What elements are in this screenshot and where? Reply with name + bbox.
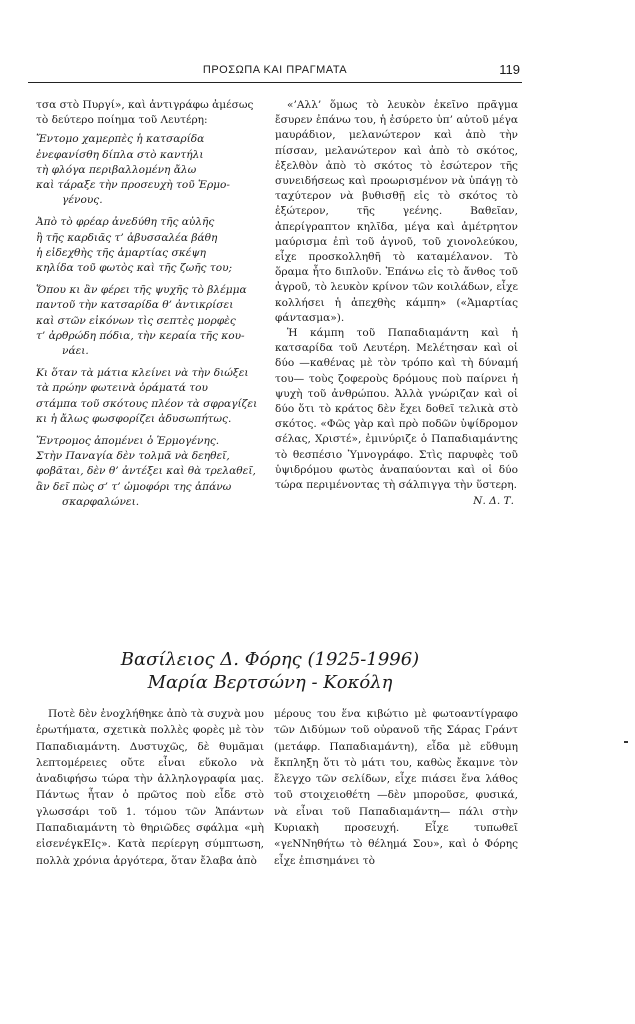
poem-stanza — [36, 132, 264, 208]
poem-stanza — [36, 366, 264, 427]
poem-line: γένους. — [62, 194, 103, 207]
poem-line: Ὅπου κι ἂν φέρει τῆς ψυχῆς τὸ βλέμμα — [36, 284, 247, 297]
poem-line: Στὴν Παναγία δὲν τολμᾶ νὰ δεηθεῖ, — [36, 450, 230, 463]
section-title-name: Βασίλειος Δ. Φόρης (1925-1996) — [120, 649, 420, 670]
left-column-top — [36, 98, 264, 517]
poem-stanza — [36, 283, 264, 359]
poem-line: νάει. — [62, 345, 89, 358]
running-header-title: ΠΡΟΣΩΠΑ ΚΑΙ ΠΡΑΓΜΑΤΑ — [202, 64, 348, 76]
poem-line: καὶ τάραξε τὴν προσευχὴ τοῦ Ἑρμο- — [36, 179, 231, 192]
right-column-top — [275, 98, 518, 509]
intro-paragraph — [36, 98, 264, 128]
poem-line: τ’ ἀρθρώδη πόδια, τὴν κεραία τῆς κου- — [36, 329, 245, 342]
intro-line: τσα στὸ Πυργί», καὶ ἀντιγράφω ἀμέσως — [36, 99, 254, 111]
poem-line: παντοῦ τὴν κατσαρίδα θ’ ἀντικρίσει — [36, 299, 234, 312]
left-column-bottom — [36, 706, 264, 869]
poem-line: Ἔντομο χαμερπὲς ἡ κατσαρίδα — [36, 133, 205, 146]
author-signature: Ν. Δ. Τ. — [473, 495, 514, 508]
poem-stanza — [36, 215, 264, 276]
body-paragraph: μέρους του ἕνα κιβώτιο μὲ φωτοαντίγραφο τῶν Διδύμων τοῦ οὐρανοῦ τῆς Σάρας Γράντ (μετάφρ. Παπαδιαμάντη), εἶδα μὲ εὔθυμη ἔκπληξη ὅτι τὸ μάτι του, καθὼς ἔκαμνε τὸν ἔλεγχο τῶν σελίδων, εἶχε πιάσει ἕνα λάθος τοῦ στοιχειοθέτη —δὲν μποροῦσε, φυσικά, νὰ εἶναι τοῦ Παπαδιαμάντη— πάλι στὴν Κυριακὴ προσευχή. Εἶχε τυπωθεῖ «γεΝΝηθήτω τὸ θέλημά Σου», καὶ ὁ Φόρης εἶχε ἐπισημάνει τὸ — [274, 708, 518, 867]
poem-line: σκαρφαλώνει. — [62, 495, 140, 508]
intro-line: τὸ δεύτερο ποίημα τοῦ Λευτέρη: — [36, 114, 208, 127]
quote-paragraph: «’Αλλ’ ὅμως τὸ λευκὸν ἐκεῖνο πρᾶγμα ἔσυρεν ἐπάνω του, ἡ ἐσύρετο ὑπ’ αὐτοῦ μέγα μαυράδιον, μελανώτερον καὶ ἀπὸ τὴν πίσσαν, μελανώτερον καὶ ἀπὸ τὸ σκότος, ἐξελθὸν ἀπὸ τὸ σκότος τὸ ἐσώτερον τῆς συνειδήσεως καὶ προωρισμένον νὰ ὑπάγῃ τὸ ταχύτερον νὰ βυθισθῇ εἰς τὸ σκότος τὸ ἐξώτερον, τῆς γεένης. Βαθεῖαν, ἀπερίγραπτον κηλῖδα, μέγα καὶ ἀμέτρητον μαύρισμα ἐπὶ τοῦ ἁγνοῦ, τοῦ χιονολεύκου, εἶχε προσκολληθῆ τὸ καταμέλανον. Τὸ ὅραμα ἦτο διπλοῦν. Ἐπάνω εἰς τὸ ἄνθος τοῦ ἀγροῦ, τὸ λευκὸν κρίνον τῶν κοιλάδων, εἶχε κολλήσει ἡ ἀπεχθὴς κάμπη» («Ἁμαρτίας φάντασμα»). — [275, 99, 518, 324]
poem-line: κι ἡ ἄλως φωσφορίζει ἀδυσωπήτως. — [36, 412, 232, 425]
poem-line: τὰ πρώην φωτεινὰ ὁράματά του — [36, 382, 208, 395]
poem-stanza — [36, 434, 264, 510]
page-number: 119 — [499, 62, 520, 77]
commentary-paragraph: Ἡ κάμπη τοῦ Παπαδιαμάντη καὶ ἡ κατσαρίδα τοῦ Λευτέρη. Μελέτησαν καὶ οἱ δύο —καθένας μὲ τὸν τρόπο καὶ τὴ δύναμή του— τοὺς ζοφεροὺς δρόμους ποὺ παίρνει ἡ ψυχὴ τοῦ ἀνθρώπου. Ἀλλὰ γνώριζαν καὶ οἱ δύο ὅτι τὸ κράτος δὲν ἔχει δοθεῖ τελικὰ στὸ σκότος. «Φῶς γὰρ καὶ πρὸ ποδῶν ὑψίδρομον σέλας, Χριστέ», ἐμινύριζε ὁ Παπαδιαμάντης τὸ θεσπέσιο Ὑμνογράφο. Στὶς παρυφὲς τοῦ ὑψιδρόμου φωτὸς ἀναπαύονται καὶ οἱ δύο τώρα περιμένοντας τὴ σάλπιγγα τὴν ὕστερη. — [275, 327, 518, 492]
poem-line: Ἀπὸ τὸ φρέαρ ἀνεδύθη τῆς αὐλῆς — [36, 216, 215, 229]
poem-line: ἐνεφανίσθη δίπλα στὸ καντήλι — [36, 148, 204, 161]
body-paragraph: Ποτὲ δὲν ἐνοχλήθηκε ἀπὸ τὰ συχνὰ μου ἐρωτήματα, σχετικὰ πολλὲς φορὲς μὲ τὸν Παπαδιαμάντη. Δυστυχῶς, δὲ θυμᾶμαι λεπτομέρειες οὔτε εἶναι εὔκολο νὰ ἀναδιφήσω τώρα τὴν ἀλληλογραφία μας. Πάντως ἦταν ὁ πρῶτος ποὺ εἶδε στὸ γλωσσάρι τοῦ 1. τόμου τῶν Ἁπάντων Παπαδιαμάντη τὸ θηριῶδες σφάλμα «μὴ εἰσενέγκΕΙς». Κατὰ περίεργη σύμπτωση, πολλὰ χρόνια ἀργότερα, ὅταν ἔλαβα ἀπὸ — [36, 708, 264, 867]
poem-line: στάμπα τοῦ σκότους πλέον τὰ σφραγίζει — [36, 397, 258, 410]
poem-line: φοβᾶται, δὲν θ’ ἀντέξει καὶ θὰ τρελαθεῖ, — [36, 465, 256, 478]
running-header — [28, 62, 522, 83]
poem-line: ἡ εἰδεχθὴς τῆς ἁμαρτίας σκέψη — [36, 246, 206, 259]
section-heading — [0, 648, 540, 694]
poem-line: Ἔντρομος ἀπομένει ὁ Ἑρμογένης. — [36, 435, 220, 448]
section-title-author: Μαρία Βερτσώνη - Κοκόλη — [147, 672, 393, 693]
poem — [36, 132, 264, 510]
poem-line: Κι ὅταν τὰ μάτια κλείνει νὰ τὴν διώξει — [36, 367, 249, 380]
poem-line: κηλίδα τοῦ φωτὸς καὶ τῆς ζωῆς του; — [36, 262, 233, 275]
poem-line: τὴ φλόγα περιβαλλομένη ἄλω — [36, 163, 197, 176]
poem-line: καὶ στῶν εἰκόνων τὶς σεπτὲς μορφὲς — [36, 314, 236, 327]
poem-line: ἢ τῆς καρδιᾶς τ’ ἀβυσσαλέα βάθη — [36, 231, 218, 244]
right-column-bottom — [274, 706, 518, 869]
poem-line: ἂν δεῖ πὼς σ’ τ’ ὠμοφόρι της ἀπάνω — [36, 480, 232, 493]
margin-mark — [624, 741, 628, 743]
